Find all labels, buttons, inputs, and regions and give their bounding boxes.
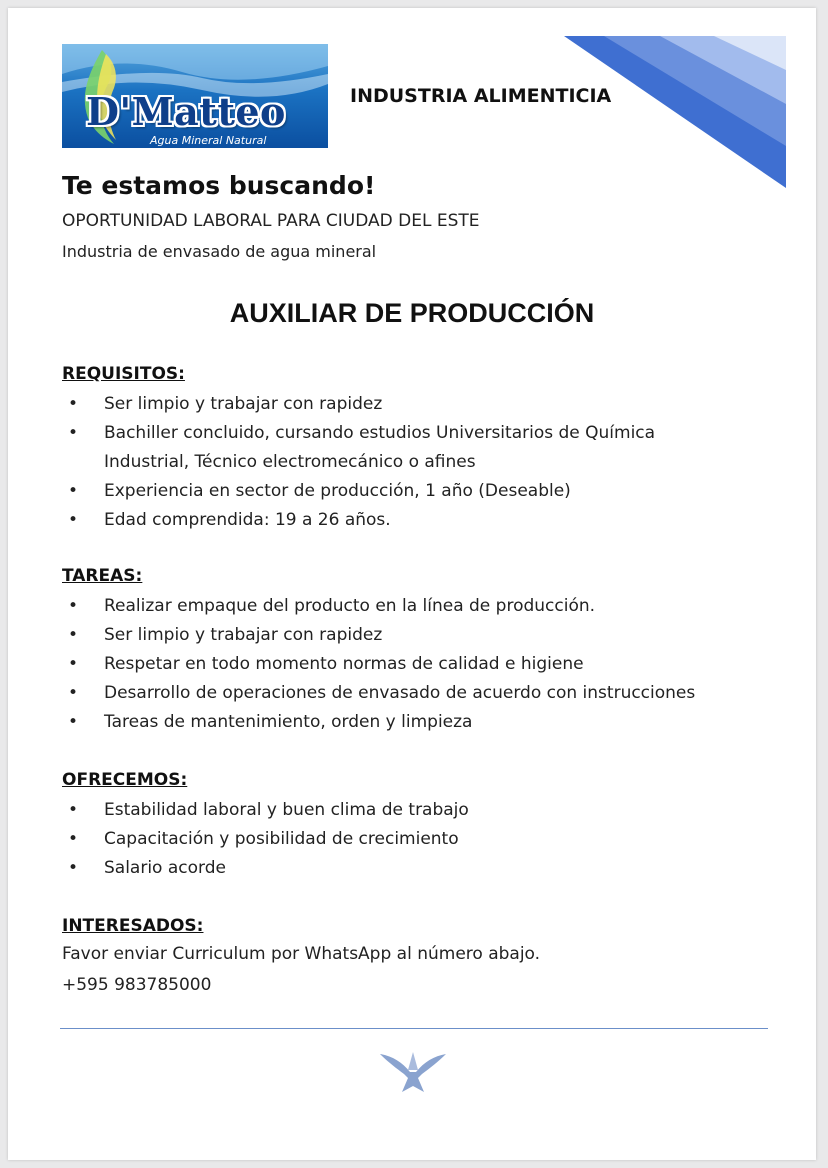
bullet: •	[68, 596, 79, 616]
list-item-text: Ser limpio y trabajar con rapidez	[104, 394, 383, 414]
bullet: •	[68, 481, 79, 501]
list-item	[62, 679, 782, 708]
list-item-text: Estabilidad laboral y buen clima de trabajo	[104, 800, 469, 820]
list-item	[62, 506, 782, 535]
contact-phone: +595 983785000	[62, 975, 212, 995]
list-item	[62, 650, 782, 679]
list-item	[62, 796, 782, 825]
company-heading: INDUSTRIA ALIMENTICIA	[350, 85, 612, 107]
tareas-section	[62, 564, 782, 737]
list-item	[62, 825, 782, 854]
corner-triangles-icon	[564, 36, 786, 192]
list-item	[62, 477, 782, 506]
footer-divider	[60, 1028, 768, 1029]
list-item-text: Tareas de mantenimiento, orden y limpieza	[104, 712, 473, 732]
list-item-text: Realizar empaque del producto en la línea de producción.	[104, 596, 596, 616]
list-item	[62, 390, 782, 419]
industry-line: Industria de envasado de agua mineral	[62, 242, 377, 261]
logo-brand-text: D'Matteo	[86, 89, 286, 134]
bullet: •	[68, 510, 79, 530]
list-item-text: Ser limpio y trabajar con rapidez	[104, 625, 383, 645]
list-item-text: Respetar en todo momento normas de calidad e higiene	[104, 654, 584, 674]
interesados-section	[62, 914, 782, 1000]
logo-subtitle: Agua Mineral Natural	[150, 134, 267, 147]
bullet: •	[68, 423, 79, 443]
contact-message: Favor enviar Curriculum por WhatsApp al número abajo.	[62, 944, 541, 964]
list-item	[62, 621, 782, 650]
list-item-text: Experiencia en sector de producción, 1 año (Deseable)	[104, 481, 571, 501]
bullet: •	[68, 800, 79, 820]
requisitos-list	[62, 390, 782, 535]
requisitos-heading: REQUISITOS:	[62, 364, 185, 384]
bullet: •	[68, 394, 79, 414]
ofrecemos-heading: OFRECEMOS:	[62, 770, 188, 790]
list-item-text: Capacitación y posibilidad de crecimiento	[104, 829, 459, 849]
bullet: •	[68, 683, 79, 703]
ofrecemos-list	[62, 796, 782, 883]
tareas-heading: TAREAS:	[62, 566, 143, 586]
list-item-text: Bachiller concluido, cursando estudios Universitarios de Química	[104, 423, 656, 443]
list-item-text: Salario acorde	[104, 858, 226, 878]
list-item	[62, 419, 782, 448]
bullet: •	[68, 712, 79, 732]
list-item	[62, 854, 782, 883]
list-item-continuation	[62, 448, 782, 477]
company-logo	[62, 44, 328, 148]
tagline: Te estamos buscando!	[62, 171, 376, 200]
list-item	[62, 592, 782, 621]
list-item-text: Edad comprendida: 19 a 26 años.	[104, 510, 391, 530]
interesados-heading: INTERESADOS:	[62, 916, 204, 936]
list-item-text: Industrial, Técnico electromecánico o afines	[104, 452, 476, 472]
flyer-page	[8, 8, 816, 1160]
bullet: •	[68, 829, 79, 849]
bullet: •	[68, 858, 79, 878]
tareas-list	[62, 592, 782, 737]
job-title: AUXILIAR DE PRODUCCIÓN	[229, 298, 595, 328]
list-item-text: Desarrollo de operaciones de envasado de acuerdo con instrucciones	[104, 683, 696, 703]
emblem-icon	[378, 1048, 448, 1096]
requisitos-section	[62, 362, 782, 535]
list-item	[62, 708, 782, 737]
bullet: •	[68, 654, 79, 674]
bullet: •	[68, 625, 79, 645]
ofrecemos-section	[62, 768, 782, 883]
opportunity-line: OPORTUNIDAD LABORAL PARA CIUDAD DEL ESTE	[62, 211, 480, 231]
